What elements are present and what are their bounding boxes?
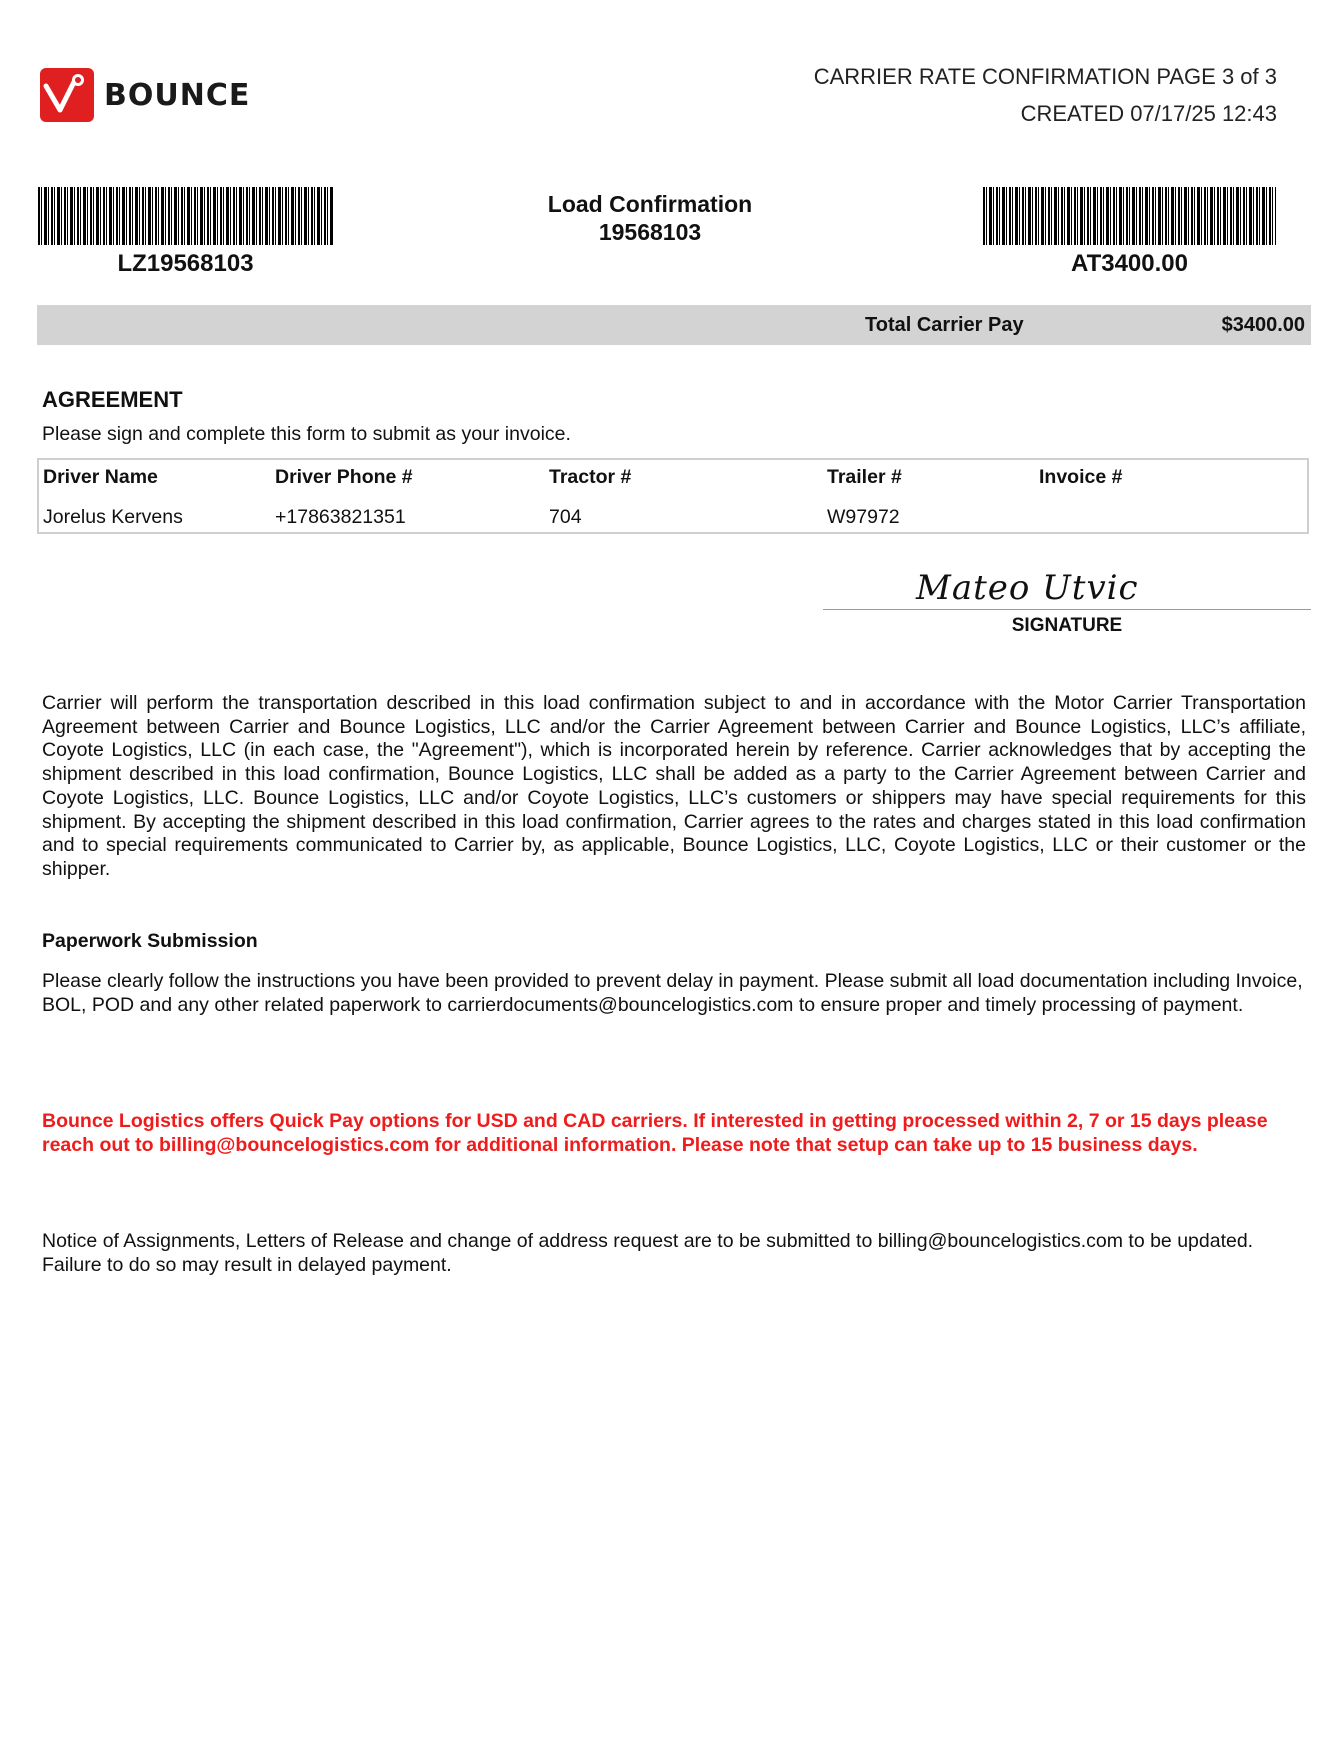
col-driver-phone: Driver Phone # [275, 466, 413, 488]
paperwork-paragraph: Please clearly follow the instructions you have been provided to prevent delay in payment. Please submit all load documentation including Invoice, BOL, POD and any other related paperwork to carrierdocuments@bouncelogistics.com to ensure proper and timely processing of payment. [42, 970, 1303, 1016]
signature-line [823, 609, 1311, 610]
trailer-value: W97972 [827, 506, 900, 528]
total-pay-value: $3400.00 [1221, 314, 1305, 336]
load-barcode-label: LZ19568103 [117, 250, 254, 277]
company-logo [40, 68, 250, 122]
paperwork-heading: Paperwork Submission [42, 930, 258, 952]
col-trailer: Trailer # [827, 466, 902, 488]
amount-barcode [983, 187, 1276, 245]
col-tractor: Tractor # [549, 466, 632, 488]
terms-paragraph: Carrier will perform the transportation described in this load confirmation subject to and in accordance with the Motor Carrier Transportation Agreement between Carrier and Bounce Logistics, LLC and/or the Carrier Agreement between Carrier and Bounce Logistics, LLC’s affiliate, Coyote Logistics, LLC (in each case, the "Agreement"), which is incorporated herein by reference. Carrier acknowledges that by accepting the shipment described in this load confirmation, Bounce Logistics, LLC shall be added as a party to the Carrier Agreement between Carrier and Coyote Logistics, LLC. Bounce Logistics, LLC and/or Coyote Logistics, LLC’s customers or shippers may have special requirements for this shipment. By accepting the shipment described in this load confirmation, Carrier agrees to the rates and charges stated in this load confirmation and to special requirements communicated to Carrier by, as applicable, Bounce Logistics, LLC, Coyote Logistics, LLC or their customer or the shipper. [42, 692, 1306, 880]
total-carrier-pay-bar [37, 305, 1311, 345]
agreement-heading: AGREEMENT [42, 387, 183, 412]
created-timestamp: CREATED 07/17/25 12:43 [1020, 101, 1277, 126]
signature-label: SIGNATURE [1011, 615, 1123, 636]
total-pay-label: Total Carrier Pay [865, 314, 1024, 336]
quick-pay-notice: Bounce Logistics offers Quick Pay options for USD and CAD carriers. If interested in getting processed within 2, 7 or 15 days please reach out to billing@bouncelogistics.com for additional information. Please note that setup can take up to 15 business days. [42, 1110, 1268, 1156]
agreement-intro: Please sign and complete this form to submit as your invoice. [42, 423, 571, 445]
col-invoice: Invoice # [1039, 466, 1123, 488]
driver-name-value: Jorelus Kervens [43, 506, 183, 528]
driver-info-table [37, 458, 1309, 534]
signature-script: Mateo Utvic [916, 568, 1139, 608]
col-driver-name: Driver Name [43, 466, 158, 488]
logo-text: BOUNCE [104, 77, 251, 113]
document-title: Load Confirmation [547, 191, 753, 217]
driver-phone-value: +17863821351 [275, 506, 406, 528]
amount-barcode-label: AT3400.00 [1071, 250, 1188, 277]
load-barcode [38, 187, 333, 245]
bounce-logo-icon [40, 68, 94, 122]
tractor-value: 704 [549, 506, 582, 528]
assignment-notice: Notice of Assignments, Letters of Release and change of address request are to be submitted to billing@bouncelogistics.com to be updated. Failure to do so may result in delayed payment. [42, 1230, 1254, 1276]
load-number: 19568103 [598, 219, 702, 245]
page-indicator: CARRIER RATE CONFIRMATION PAGE 3 of 3 [813, 64, 1277, 89]
